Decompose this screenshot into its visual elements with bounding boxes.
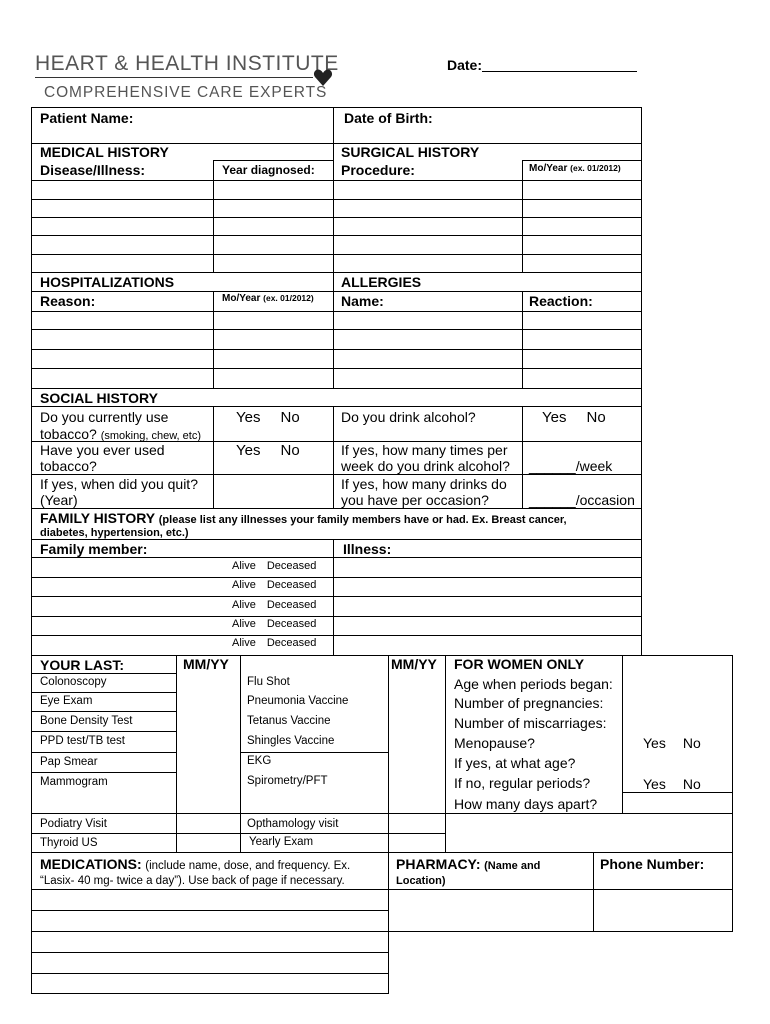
reason-col-header: Reason: [40,293,96,309]
family-row-2-alive[interactable]: Alive [232,579,256,591]
family-row-3-deceased[interactable]: Deceased [266,599,317,611]
last-spirometry: Spirometry/PFT [247,775,328,787]
periods-began-q: Age when periods began: [454,676,613,692]
last-ppd-tb: PPD test/TB test [40,735,125,747]
your-last-title: YOUR LAST: [40,657,124,673]
menopause-q: Menopause? [454,735,535,751]
menopause-age-q: If yes, at what age? [454,755,576,771]
hosp-date-hint: (ex. 01/2012) [263,293,314,303]
hospitalizations-title: HOSPITALIZATIONS [40,274,175,290]
regular-periods-no[interactable]: No [682,776,701,792]
alcohol-freq-q2: week do you drink alcohol? [341,458,510,474]
family-history-hint: (please list any illnesses your family members have or had. Ex. Breast cancer, [158,514,567,526]
drinks-per-occasion-q2: you have per occasion? [341,492,489,508]
last-eye-exam: Eye Exam [40,695,93,707]
family-history-title: FAMILY HISTORY [40,510,156,526]
last-pap-smear: Pap Smear [40,756,98,768]
last-flu-shot: Flu Shot [247,676,290,688]
tobacco-current-yes[interactable]: Yes [236,409,261,426]
alcohol-q: Do you drink alcohol? [341,409,476,425]
dob-field[interactable] [440,108,638,142]
last-yearly-exam: Yearly Exam [249,836,314,848]
surgical-history-title: SURGICAL HISTORY [341,144,480,160]
mmyy-header-1: MM/YY [183,656,229,672]
disease-col-header: Disease/Illness: [40,162,146,178]
illness-header: Illness: [343,541,392,557]
family-row-1-alive[interactable]: Alive [232,560,256,572]
tobacco-ever-no[interactable]: No [280,442,300,459]
alcohol-freq-q: If yes, how many times per [341,442,508,458]
pharmacy-title: PHARMACY: [396,856,481,872]
pharmacy-hint-2: Location) [396,875,446,887]
alcohol-per-week-field[interactable]: ______/week [529,458,613,474]
surgery-date-hint: (ex. 01/2012) [570,163,621,173]
last-ekg: EKG [247,755,272,767]
tobacco-current-q: Do you currently use [40,409,169,425]
miscarriages-q: Number of miscarriages: [454,715,607,731]
women-only-title: FOR WOMEN ONLY [454,656,585,672]
last-colonoscopy: Colonoscopy [40,676,107,688]
medications-hint: (include name, dose, and frequency. Ex. [145,860,351,872]
last-tetanus: Tetanus Vaccine [247,715,331,727]
date-label: Date: [447,57,483,73]
phone-number-label: Phone Number: [600,856,705,872]
tobacco-current-no[interactable]: No [280,409,300,426]
last-shingles: Shingles Vaccine [247,735,335,747]
reaction-header: Reaction: [529,293,593,309]
phone-number-field[interactable] [596,891,730,929]
tobacco-ever-q: Have you ever used [40,442,165,458]
family-row-5-deceased[interactable]: Deceased [266,637,317,649]
family-row-3-alive[interactable]: Alive [232,599,256,611]
drinks-per-occasion-q: If yes, how many drinks do [341,476,507,492]
tobacco-ever-q2: tobacco? [40,458,97,474]
surgery-date-header: Mo/Year [529,163,568,174]
org-name: HEART & HEALTH INSTITUTE [35,52,339,75]
procedure-col-header: Procedure: [341,162,415,178]
dob-label: Date of Birth: [344,110,433,126]
family-row-2-deceased[interactable]: Deceased [266,579,317,591]
medications-hint-2: “Lasix- 40 mg- twice a day”). Use back of page if necessary. [40,875,345,887]
tobacco-hint: (smoking, chew, etc) [100,430,201,442]
family-member-header: Family member: [40,541,148,557]
days-apart-q: How many days apart? [454,796,598,812]
menopause-yes[interactable]: Yes [643,735,666,751]
family-row-5-alive[interactable]: Alive [232,637,256,649]
date-field[interactable] [482,71,637,72]
allergies-title: ALLERGIES [341,274,422,290]
menopause-no[interactable]: No [682,735,701,751]
allergy-name-header: Name: [341,293,384,309]
pregnancies-q: Number of pregnancies: [454,695,604,711]
pharmacy-field[interactable] [396,891,591,929]
regular-periods-yes[interactable]: Yes [643,776,666,792]
logo-rule [35,77,313,78]
mmyy-header-2: MM/YY [391,656,437,672]
alcohol-yes[interactable]: Yes [542,409,567,426]
alcohol-no[interactable]: No [586,409,606,426]
drinks-per-occasion-field[interactable]: ______/occasion [529,492,635,508]
org-tagline: COMPREHENSIVE CARE EXPERTS [44,84,328,101]
family-row-1-deceased[interactable]: Deceased [266,560,317,572]
quit-year-q2: (Year) [40,492,78,508]
family-row-4-alive[interactable]: Alive [232,618,256,630]
medications-title: MEDICATIONS: [40,856,142,872]
hosp-date-header: Mo/Year [222,293,261,304]
social-history-title: SOCIAL HISTORY [40,390,158,406]
tobacco-ever-yes[interactable]: Yes [236,442,261,459]
last-podiatry: Podiatry Visit [40,818,107,830]
last-mammogram: Mammogram [40,776,108,788]
regular-periods-q: If no, regular periods? [454,775,591,791]
patient-name-label: Patient Name: [40,110,134,126]
quit-year-q: If yes, when did you quit? [40,476,198,492]
year-diagnosed-header: Year diagnosed: [222,163,315,177]
last-opthamology: Opthamology visit [247,818,339,830]
last-thyroid-us: Thyroid US [40,837,98,849]
family-history-hint-2: diabetes, hypertension, etc.) [40,527,189,539]
last-bone-density: Bone Density Test [40,715,133,727]
patient-name-field[interactable] [140,108,330,142]
tobacco-current-q2: tobacco? [40,426,97,442]
family-row-4-deceased[interactable]: Deceased [266,618,317,630]
medical-history-title: MEDICAL HISTORY [40,144,169,160]
pharmacy-hint: (Name and [484,860,541,872]
last-pneumonia: Pneumonia Vaccine [247,695,349,707]
